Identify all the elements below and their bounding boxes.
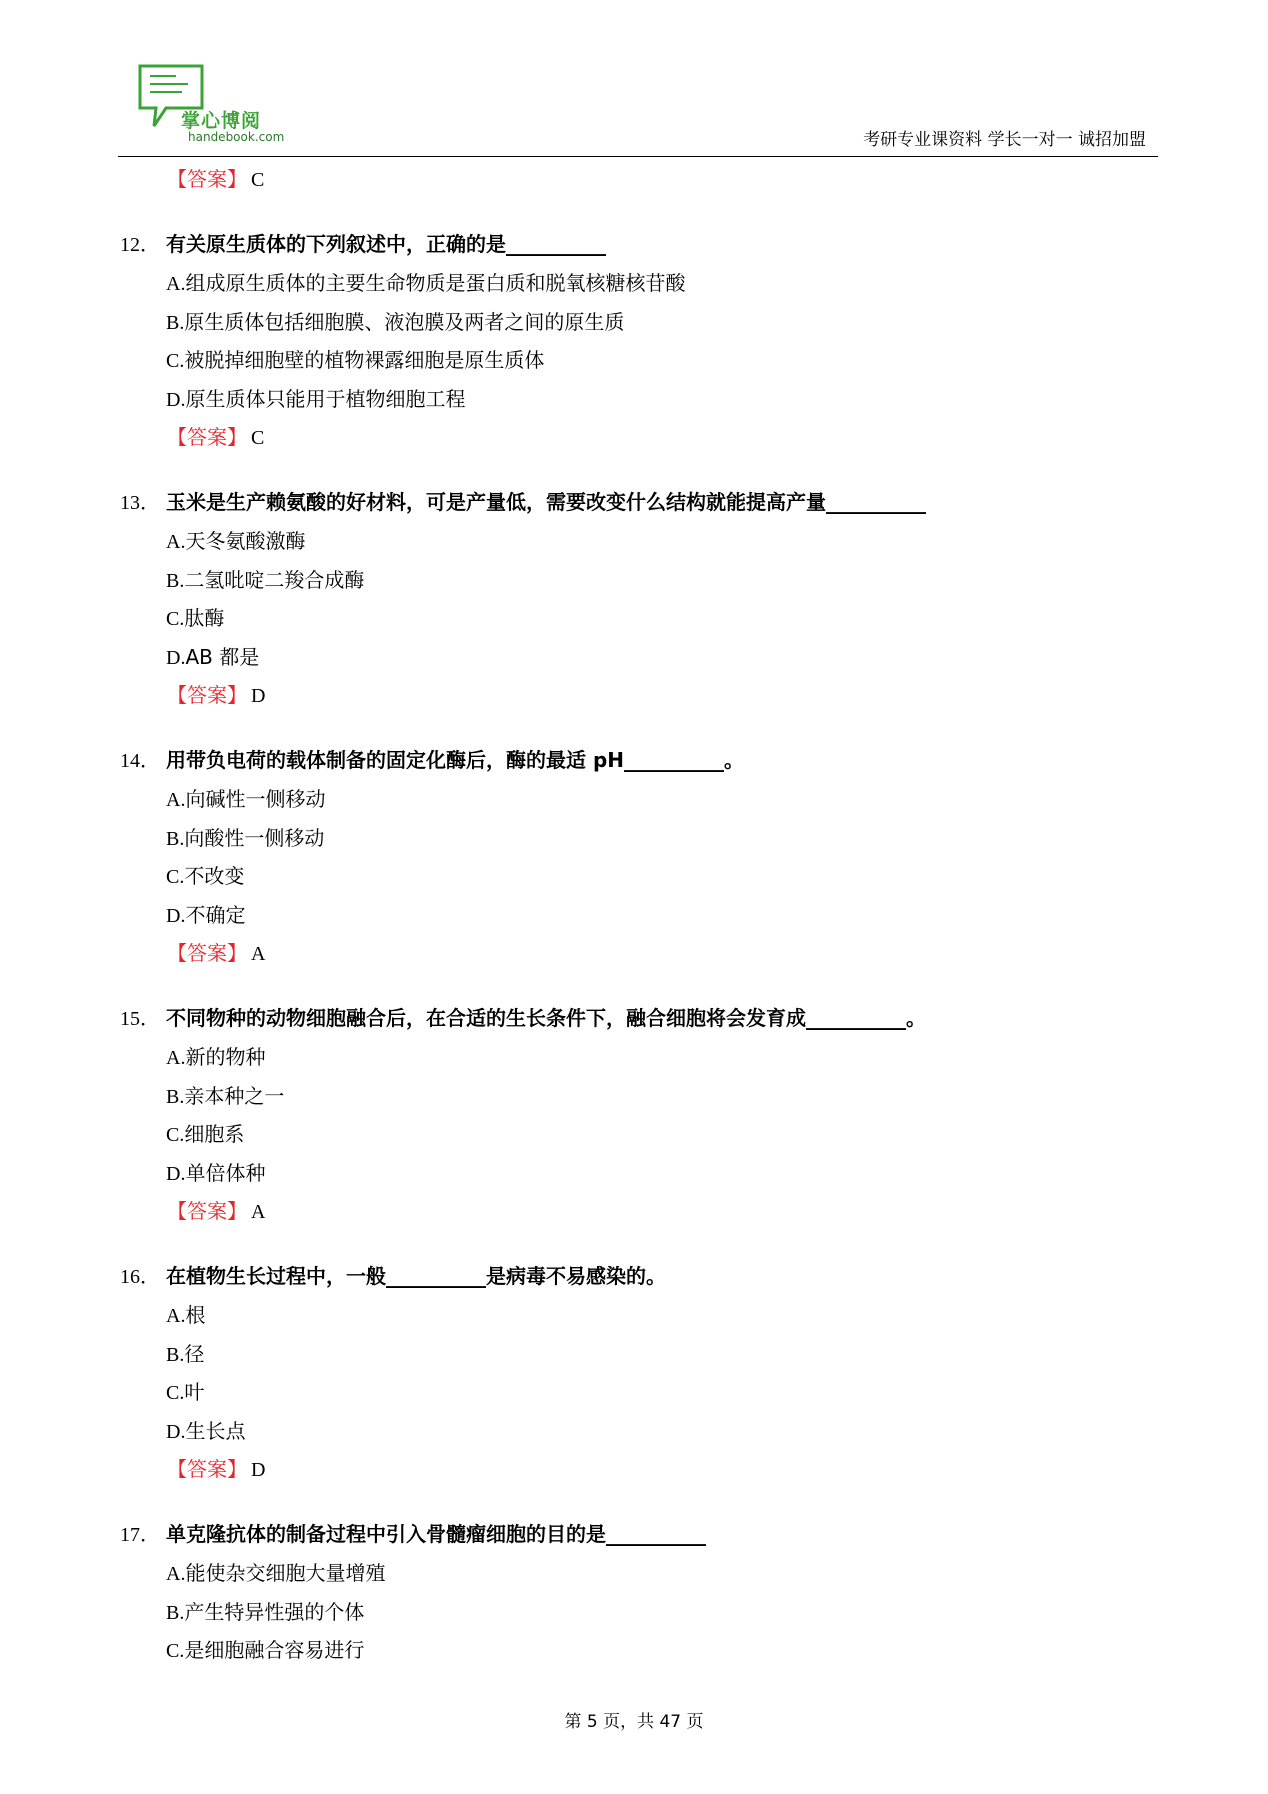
option-b <box>120 1077 1150 1116</box>
option-text: 细胞系 <box>184 1122 245 1146</box>
question-number: 15． <box>120 1008 160 1030</box>
answer-value: D <box>251 685 266 707</box>
option-c <box>120 341 1150 380</box>
question-number: 14． <box>120 750 160 772</box>
previous-answer <box>120 160 1150 198</box>
question-stem <box>120 1514 1150 1554</box>
question-number: 13． <box>120 492 160 514</box>
answer-label: 【答案】 <box>167 1199 247 1223</box>
option-letter: A. <box>166 531 186 553</box>
option-text: 叶 <box>184 1380 205 1404</box>
question-text: 不同物种的动物细胞融合后，在合适的生长条件下，融合细胞将会发育成__________。 <box>166 1006 926 1030</box>
option-letter: B. <box>166 569 185 592</box>
option-letter: C. <box>166 1640 185 1662</box>
option-text: 亲本种之一 <box>184 1083 285 1108</box>
question-stem <box>120 998 1150 1038</box>
header-tagline: 考研专业课资料 学长一对一 诚招加盟 <box>863 130 1146 150</box>
question-stem <box>120 740 1150 780</box>
option-letter: B. <box>166 827 185 850</box>
question-text: 在植物生长过程中，一般__________是病毒不易感染的。 <box>166 1264 666 1288</box>
option-text: 新的物种 <box>185 1045 266 1069</box>
option-b <box>120 819 1150 858</box>
answer <box>120 418 1150 456</box>
page-footer: 第 5 页，共 47 页 <box>564 1712 704 1732</box>
question-number: 16． <box>120 1266 160 1288</box>
option-c <box>120 599 1150 638</box>
option-letter: D. <box>166 1162 186 1185</box>
option-a <box>120 264 1150 303</box>
question-number: 12． <box>120 234 160 256</box>
option-letter: C. <box>166 1382 185 1404</box>
option-d <box>120 1412 1150 1451</box>
page-header <box>118 60 1158 157</box>
option-b <box>120 1593 1150 1632</box>
answer-value: C <box>251 427 265 449</box>
option-a <box>120 1038 1150 1077</box>
answer-label: 【答案】 <box>167 167 247 191</box>
option-text: 产生特异性强的个体 <box>184 1599 365 1624</box>
question-13 <box>120 482 1150 714</box>
option-text: 原生质体只能用于植物细胞工程 <box>185 386 466 411</box>
option-letter: B. <box>166 1085 185 1108</box>
question-list <box>120 160 1150 1670</box>
option-letter: B. <box>166 311 185 334</box>
answer-label: 【答案】 <box>167 1457 247 1481</box>
option-letter: D. <box>166 646 186 669</box>
question-14 <box>120 740 1150 972</box>
option-text: 原生质体包括细胞膜、液泡膜及两者之间的原生质 <box>184 309 625 334</box>
answer-value: A <box>251 1201 266 1223</box>
logo <box>136 62 286 152</box>
question-12 <box>120 224 1150 456</box>
option-text: AB 都是 <box>185 644 260 669</box>
option-text: 向碱性一侧移动 <box>185 787 326 811</box>
option-text: 能使杂交细胞大量增殖 <box>185 1561 386 1585</box>
option-a <box>120 780 1150 819</box>
option-text: 向酸性一侧移动 <box>184 825 325 850</box>
option-text: 生长点 <box>185 1418 246 1443</box>
option-text: 肽酶 <box>184 606 225 630</box>
option-text: 二氢吡啶二羧合成酶 <box>184 567 365 592</box>
option-letter: C. <box>166 1124 185 1146</box>
answer-label: 【答案】 <box>167 425 247 449</box>
option-letter: C. <box>166 866 185 888</box>
option-d <box>120 896 1150 935</box>
option-text: 被脱掉细胞壁的植物裸露细胞是原生质体 <box>184 348 545 372</box>
option-text: 不改变 <box>184 864 245 888</box>
option-text: 天冬氨酸激酶 <box>185 529 306 553</box>
option-c <box>120 1631 1150 1670</box>
option-d <box>120 380 1150 419</box>
option-a <box>120 522 1150 561</box>
question-16 <box>120 1256 1150 1488</box>
answer-value: D <box>251 1459 266 1481</box>
option-letter: D. <box>166 388 186 411</box>
option-letter: A. <box>166 1305 186 1327</box>
option-text: 单倍体种 <box>185 1160 266 1185</box>
answer-value: A <box>251 943 266 965</box>
question-text: 有关原生质体的下列叙述中，正确的是__________ <box>166 232 606 256</box>
question-stem <box>120 224 1150 264</box>
option-text: 是细胞融合容易进行 <box>184 1638 365 1662</box>
question-text: 单克隆抗体的制备过程中引入骨髓瘤细胞的目的是__________ <box>166 1522 706 1546</box>
option-letter: A. <box>166 273 186 295</box>
option-a <box>120 1554 1150 1593</box>
option-letter: A. <box>166 1563 186 1585</box>
question-17 <box>120 1514 1150 1670</box>
question-text: 玉米是生产赖氨酸的好材料，可是产量低，需要改变什么结构就能提高产量__________ <box>166 490 926 514</box>
option-b <box>120 561 1150 600</box>
option-letter: D. <box>166 904 186 927</box>
question-stem <box>120 482 1150 522</box>
question-number: 17． <box>120 1524 160 1546</box>
question-text: 用带负电荷的载体制备的固定化酶后，酶的最适 pH__________。 <box>166 748 745 772</box>
option-text: 根 <box>185 1303 206 1327</box>
option-letter: B. <box>166 1601 185 1624</box>
option-letter: C. <box>166 350 185 372</box>
option-letter: D. <box>166 1420 186 1443</box>
answer <box>120 934 1150 972</box>
answer-label: 【答案】 <box>167 683 247 707</box>
logo-text: 掌心博阅 <box>181 110 262 132</box>
answer <box>120 676 1150 714</box>
option-d <box>120 1154 1150 1193</box>
answer-label: 【答案】 <box>167 941 247 965</box>
option-letter: C. <box>166 608 185 630</box>
answer <box>120 1192 1150 1230</box>
option-text: 组成原生质体的主要生命物质是蛋白质和脱氧核糖核苷酸 <box>185 271 686 295</box>
answer-value: C <box>251 169 265 191</box>
option-c <box>120 1115 1150 1154</box>
option-b <box>120 303 1150 342</box>
option-letter: A. <box>166 789 186 811</box>
logo-domain: handebook.com <box>188 130 285 144</box>
option-text: 径 <box>184 1341 205 1366</box>
option-d <box>120 638 1150 677</box>
option-a <box>120 1296 1150 1335</box>
option-text: 不确定 <box>185 902 246 927</box>
option-letter: A. <box>166 1047 186 1069</box>
question-stem <box>120 1256 1150 1296</box>
option-c <box>120 857 1150 896</box>
option-c <box>120 1373 1150 1412</box>
option-letter: B. <box>166 1343 185 1366</box>
option-b <box>120 1335 1150 1374</box>
question-15 <box>120 998 1150 1230</box>
answer <box>120 1450 1150 1488</box>
